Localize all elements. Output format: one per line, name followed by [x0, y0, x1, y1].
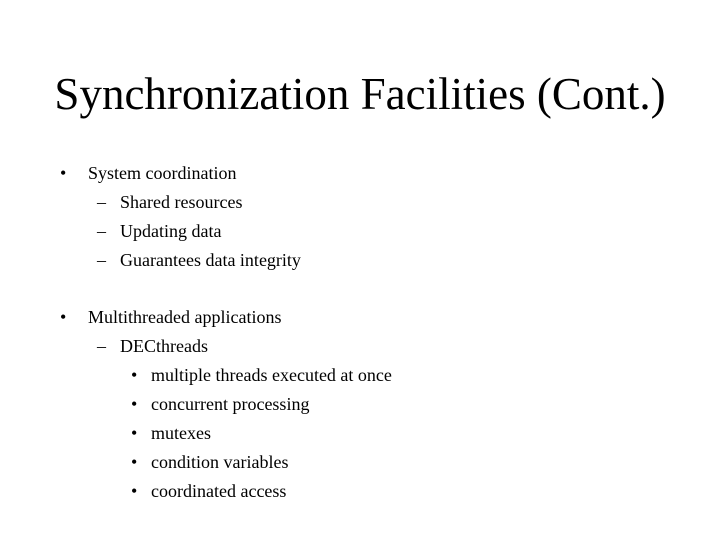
dash-marker: –	[97, 336, 106, 356]
subitem-guarantees-data-integrity: Guarantees data integrity	[120, 250, 301, 270]
subitem-multiple-threads: multiple threads executed at once	[151, 365, 392, 385]
bullet-marker: •	[131, 423, 138, 443]
bullet-marker: •	[131, 394, 138, 414]
bullet-marker: •	[60, 163, 67, 183]
subitem-condition-variables: condition variables	[151, 452, 289, 472]
dash-marker: –	[97, 250, 106, 270]
subitem-decthreads: DECthreads	[120, 336, 208, 356]
dash-marker: –	[97, 221, 106, 241]
bullet-marker: •	[131, 365, 138, 385]
subitem-shared-resources: Shared resources	[120, 192, 243, 212]
bullet-marker: •	[60, 307, 67, 327]
bullet-marker: •	[131, 452, 138, 472]
subitem-concurrent-processing: concurrent processing	[151, 394, 310, 414]
subitem-mutexes: mutexes	[151, 423, 211, 443]
slide-title: Synchronization Facilities (Cont.)	[54, 69, 666, 119]
subitem-coordinated-access: coordinated access	[151, 481, 287, 501]
dash-marker: –	[97, 192, 106, 212]
bullet-system-coordination: System coordination	[88, 163, 237, 183]
bullet-multithreaded-applications: Multithreaded applications	[88, 307, 282, 327]
subitem-updating-data: Updating data	[120, 221, 222, 241]
bullet-marker: •	[131, 481, 138, 501]
